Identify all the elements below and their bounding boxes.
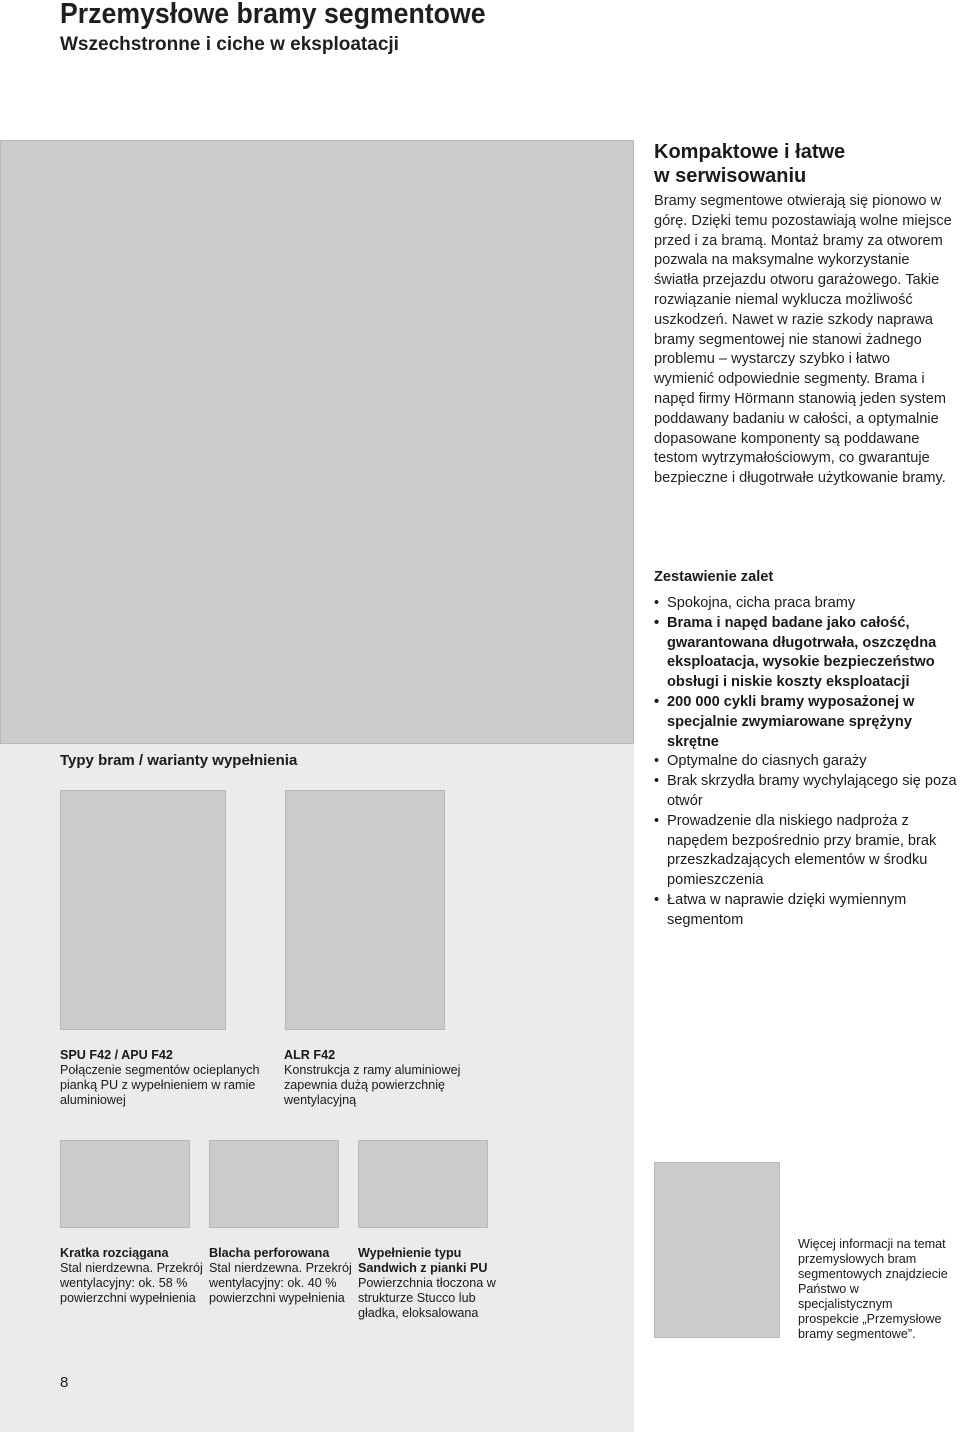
benefit-item: • Spokojna, cicha praca bramy [654, 594, 960, 614]
texture-caption-desc: Stal nierdzewna. Przekrój wentylacyjny: ok. 58 % powierzchni wypełnienia [60, 1261, 203, 1305]
expanded-mesh-texture [60, 1140, 190, 1228]
benefits-heading: Zestawienie zalet [654, 569, 774, 585]
alr-section-image [285, 790, 445, 1030]
texture-caption-desc: Powierzchnia tłoczona w strukturze Stucco lub gładka, eloksalowana [358, 1276, 496, 1320]
alr-caption [284, 1048, 484, 1108]
section-heading-line-1: Kompaktowe i łatwe [654, 141, 846, 163]
types-heading: Typy bram / warianty wypełnienia [60, 752, 298, 769]
section-heading [654, 140, 954, 188]
page-number: 8 [60, 1374, 69, 1391]
brochure-image [654, 1162, 780, 1338]
benefit-item: • Brak skrzydła bramy wychylającego się poza otwór [654, 772, 960, 812]
section-heading-line-2: w serwisowaniu [654, 165, 807, 187]
alr-caption-desc: Konstrukcja z ramy aluminiowej zapewnia dużą powierzchnię wentylacyjną [284, 1063, 461, 1107]
benefits-list [654, 594, 960, 931]
benefit-item: • 200 000 cykli bramy wyposażonej w specjalnie zwymiarowane sprężyny skrętne [654, 693, 960, 752]
benefit-item: • Brama i napęd badane jako całość, gwarantowana długotrwała, oszczędna eksploatacja, wysokie bezpieczeństwo obsługi i niskie koszty eksploatacji [654, 614, 960, 693]
body-text: Bramy segmentowe otwierają się pionowo w górę. Dzięki temu pozostawiają wolne miejsce przed i za bramą. Montaż bramy za otworem pozwala na maksymalne wykorzystanie światła przejazdu otworu garażowego. Takie rozwiązanie niemal wyklucza możliwość uszkodzeń. Nawet w razie szkody naprawa bramy segmentowej nie stanowi żadnego problemu – wystarczy szybko i łatwo wymienić odpowiednie segmenty. Brama i napęd firmy Hörmann stanowią jeden system poddawany badaniu w całości, a optymalnie dopasowane komponenty są poddawane testom wytrzymałościowym, co gwarantuje bezpieczne i długotrwałe użytkowanie bramy. [654, 193, 952, 487]
spu-caption-title: SPU F42 / APU F42 [60, 1048, 173, 1062]
texture-caption-title: Wypełnienie typu Sandwich z pianki PU [358, 1246, 488, 1275]
spu-section-image [60, 790, 226, 1030]
hero-photo [0, 140, 634, 744]
alr-caption-title: ALR F42 [284, 1048, 336, 1062]
texture-caption-sandwich [358, 1246, 518, 1321]
sandwich-panel-texture [358, 1140, 488, 1228]
texture-caption-perforated [209, 1246, 354, 1306]
texture-caption-title: Blacha perforowana [209, 1246, 330, 1260]
texture-caption-mesh [60, 1246, 205, 1306]
benefit-item: • Optymalne do ciasnych garaży [654, 752, 960, 772]
benefit-item: • Prowadzenie dla niskiego nadproża z napędem bezpośrednio przy bramie, brak przeszkadzających elementów w środku pomieszczenia [654, 812, 960, 891]
spu-caption-desc: Połączenie segmentów ocieplanych pianką PU z wypełnieniem w ramie aluminiowej [60, 1063, 260, 1107]
more-info-text: Więcej informacji na temat przemysłowych bram segmentowych znajdziecie Państwo w specjalistycznym prospekcie „Przemysłowe bramy segmentowe”. [798, 1237, 948, 1341]
texture-caption-desc: Stal nierdzewna. Przekrój wentylacyjny: ok. 40 % powierzchni wypełnienia [209, 1261, 352, 1305]
texture-caption-title: Kratka rozciągana [60, 1246, 169, 1260]
benefit-item: • Łatwa w naprawie dzięki wymiennym segmentom [654, 891, 960, 931]
spu-caption [60, 1048, 270, 1108]
perforated-sheet-texture [209, 1140, 339, 1228]
page-title: Przemysłowe bramy segmentowe [60, 0, 486, 30]
page-subtitle: Wszechstronne i ciche w eksploatacji [60, 34, 399, 55]
